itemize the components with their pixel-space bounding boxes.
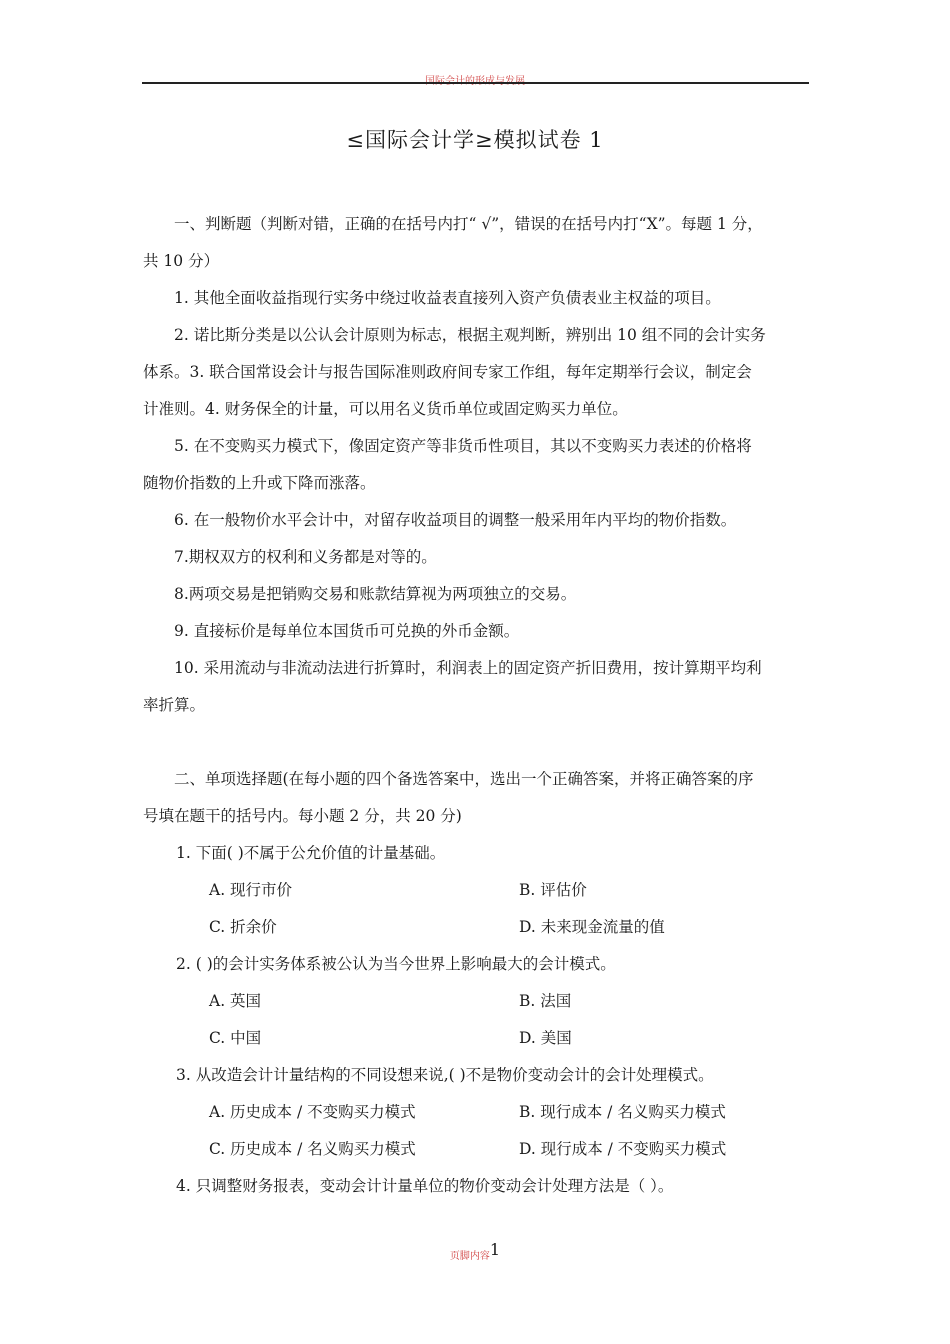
choice-question-1-stem: 1. 下面( )不属于公允价值的计量基础。 [176, 844, 446, 862]
judge-question-8: 8.两项交易是把销购交易和账款结算视为两项独立的交易。 [174, 585, 577, 603]
choice-question-1-options [143, 872, 808, 946]
judge-question-2-line2: 体系。3. 联合国常设会计与报告国际准则政府间专家工作组，每年定期举行会议，制定会 [143, 363, 752, 381]
judge-question-6: 6. 在一般物价水平会计中，对留存收益项目的调整一般采用年内平均的物价指数。 [174, 511, 737, 529]
header-divider [142, 82, 809, 84]
option-d: D. 现行成本 / 不变购买力模式 [519, 1140, 727, 1158]
option-a: A. 现行市价 [209, 881, 293, 899]
judge-question-1: 1. 其他全面收益指现行实务中绕过收益表直接列入资产负债表业主权益的项目。 [174, 289, 721, 307]
judge-question-10-line2: 率折算。 [143, 696, 206, 714]
judge-question-9: 9. 直接标价是每单位本国货币可兑换的外币金额。 [174, 622, 520, 640]
choice-question-3-options [143, 1094, 808, 1168]
option-b: B. 法国 [519, 992, 572, 1010]
section2-heading-line2: 号填在题干的括号内。每小题 2 分，共 20 分) [143, 807, 462, 825]
choice-question-4-stem: 4. 只调整财务报表，变动会计计量单位的物价变动会计处理方法是（ ）。 [176, 1177, 674, 1195]
option-c: C. 折余价 [209, 918, 277, 936]
section-gap [143, 724, 808, 761]
document-title: ≤国际会计学≥模拟试卷 1 [346, 128, 604, 152]
judge-question-5-line2: 随物价指数的上升或下降而涨落。 [143, 474, 376, 492]
page-number: 1 [489, 1240, 501, 1259]
option-d: D. 美国 [519, 1029, 572, 1047]
choice-question-2-options [143, 983, 808, 1057]
section1-heading-line2: 共 10 分） [143, 252, 220, 270]
section2-heading-line1: 二、单项选择题(在每小题的四个备选答案中，选出一个正确答案，并将正确答案的序 [174, 770, 754, 788]
option-c: C. 历史成本 / 名义购买力模式 [209, 1140, 416, 1158]
option-b: B. 评估价 [519, 881, 587, 899]
option-a: A. 历史成本 / 不变购买力模式 [209, 1103, 416, 1121]
footer-text: 页脚内容 [449, 1251, 490, 1262]
page-footer [0, 1240, 950, 1263]
page-header: 国际会计的形成与发展 [425, 76, 525, 87]
choice-question-2-stem: 2. ( )的会计实务体系被公认为当今世界上影响最大的会计模式。 [176, 955, 616, 973]
judge-question-2-line3: 计准则。4. 财务保全的计量，可以用名义货币单位或固定购买力单位。 [143, 400, 628, 418]
judge-question-7: 7.期权双方的权利和义务都是对等的。 [174, 548, 437, 566]
option-c: C. 中国 [209, 1029, 262, 1047]
option-b: B. 现行成本 / 名义购买力模式 [519, 1103, 726, 1121]
option-a: A. 英国 [209, 992, 262, 1010]
judge-question-10-line1: 10. 采用流动与非流动法进行折算时，利润表上的固定资产折旧费用，按计算期平均利 [174, 659, 762, 677]
option-d: D. 未来现金流量的值 [519, 918, 665, 936]
judge-question-5-line1: 5. 在不变购买力模式下，像固定资产等非货币性项目，其以不变购买力表述的价格将 [174, 437, 752, 455]
judge-question-2-line1: 2. 诺比斯分类是以公认会计原则为标志，根据主观判断，辨别出 10 组不同的会计实务 [174, 326, 766, 344]
choice-question-3-stem: 3. 从改造会计计量结构的不同设想来说,( )不是物价变动会计的会计处理模式。 [176, 1066, 714, 1084]
document-body [143, 206, 808, 1205]
section1-heading-line1: 一、判断题（判断对错，正确的在括号内打“ √”，错误的在括号内打“X”。每题 1 分， [174, 215, 763, 233]
